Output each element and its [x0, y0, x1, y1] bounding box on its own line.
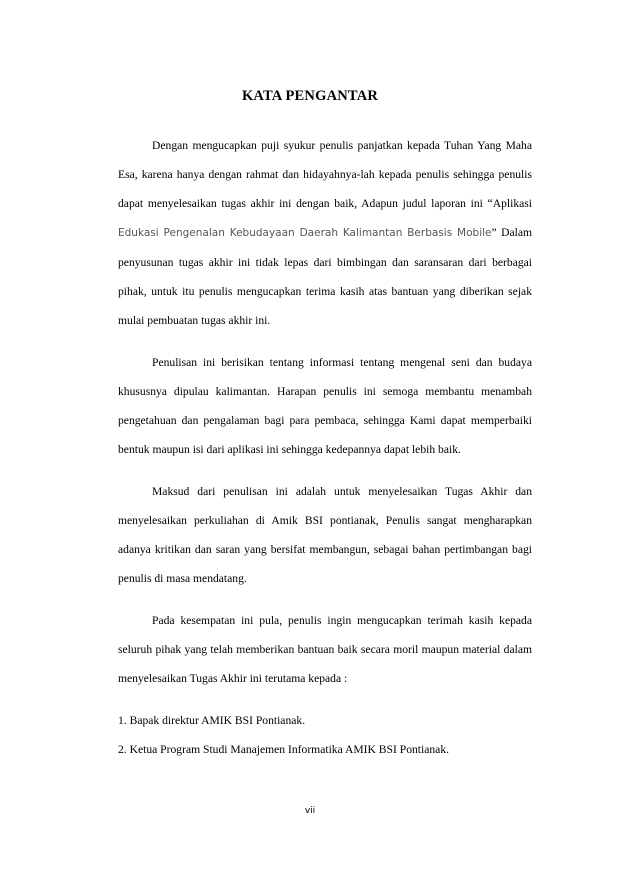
page-title: KATA PENGANTAR: [241, 88, 379, 104]
document-body: [118, 131, 532, 764]
paragraph-1-text-start: Dengan mengucapkan puji syukur penulis panjatkan kepada Tuhan Yang Maha Esa, karena hanya dengan rahmat dan hidayahnya-lah kepada penulis sehingga penulis dapat menyelesaikan tugas akhir ini dengan baik, Adapun judul laporan ini “Aplikasi: [118, 139, 532, 210]
paragraph-1-text-end: ” Dalam penyusunan tugas akhir ini tidak lepas dari bimbingan dan saransaran dari berbagai pihak, untuk itu penulis mengucapkan terima kasih atas bantuan yang diberikan sejak mulai pembuatan tugas akhir ini.: [118, 226, 532, 327]
paragraph-4: Pada kesempatan ini pula, penulis ingin mengucapkan terimah kasih kepada seluruh pihak yang telah memberikan bantuan baik secara moril maupun material dalam menyelesaikan Tugas Akhir ini terutama kepada :: [118, 614, 532, 685]
paragraph-1-app-title: Edukasi Pengenalan Kebudayaan Daerah Kalimantan Berbasis Mobile: [118, 227, 492, 239]
page-number: vii: [304, 806, 316, 816]
paragraph-2: Penulisan ini berisikan tentang informasi tentang mengenal seni dan budaya khususnya dipulau kalimantan. Harapan penulis ini semoga membantu menambah pengetahuan dan pengalaman bagi para pembaca, sehingga Kami dapat memperbaiki bentuk maupun isi dari aplikasi ini sehingga kedepannya dapat lebih baik.: [118, 356, 532, 456]
paragraph-3: Maksud dari penulisan ini adalah untuk menyelesaikan Tugas Akhir dan menyelesaikan perkuliahan di Amik BSI pontianak, Penulis sangat mengharapkan adanya kritikan dan saran yang bersifat membangun, sebagai bahan pertimbangan bagi penulis di masa mendatang.: [118, 485, 532, 585]
paragraph-1: [118, 131, 532, 335]
list-item: 2. Ketua Program Studi Manajemen Informatika AMIK BSI Pontianak.: [118, 743, 450, 756]
acknowledgement-list: [118, 706, 532, 764]
list-item: 1. Bapak direktur AMIK BSI Pontianak.: [118, 714, 306, 727]
